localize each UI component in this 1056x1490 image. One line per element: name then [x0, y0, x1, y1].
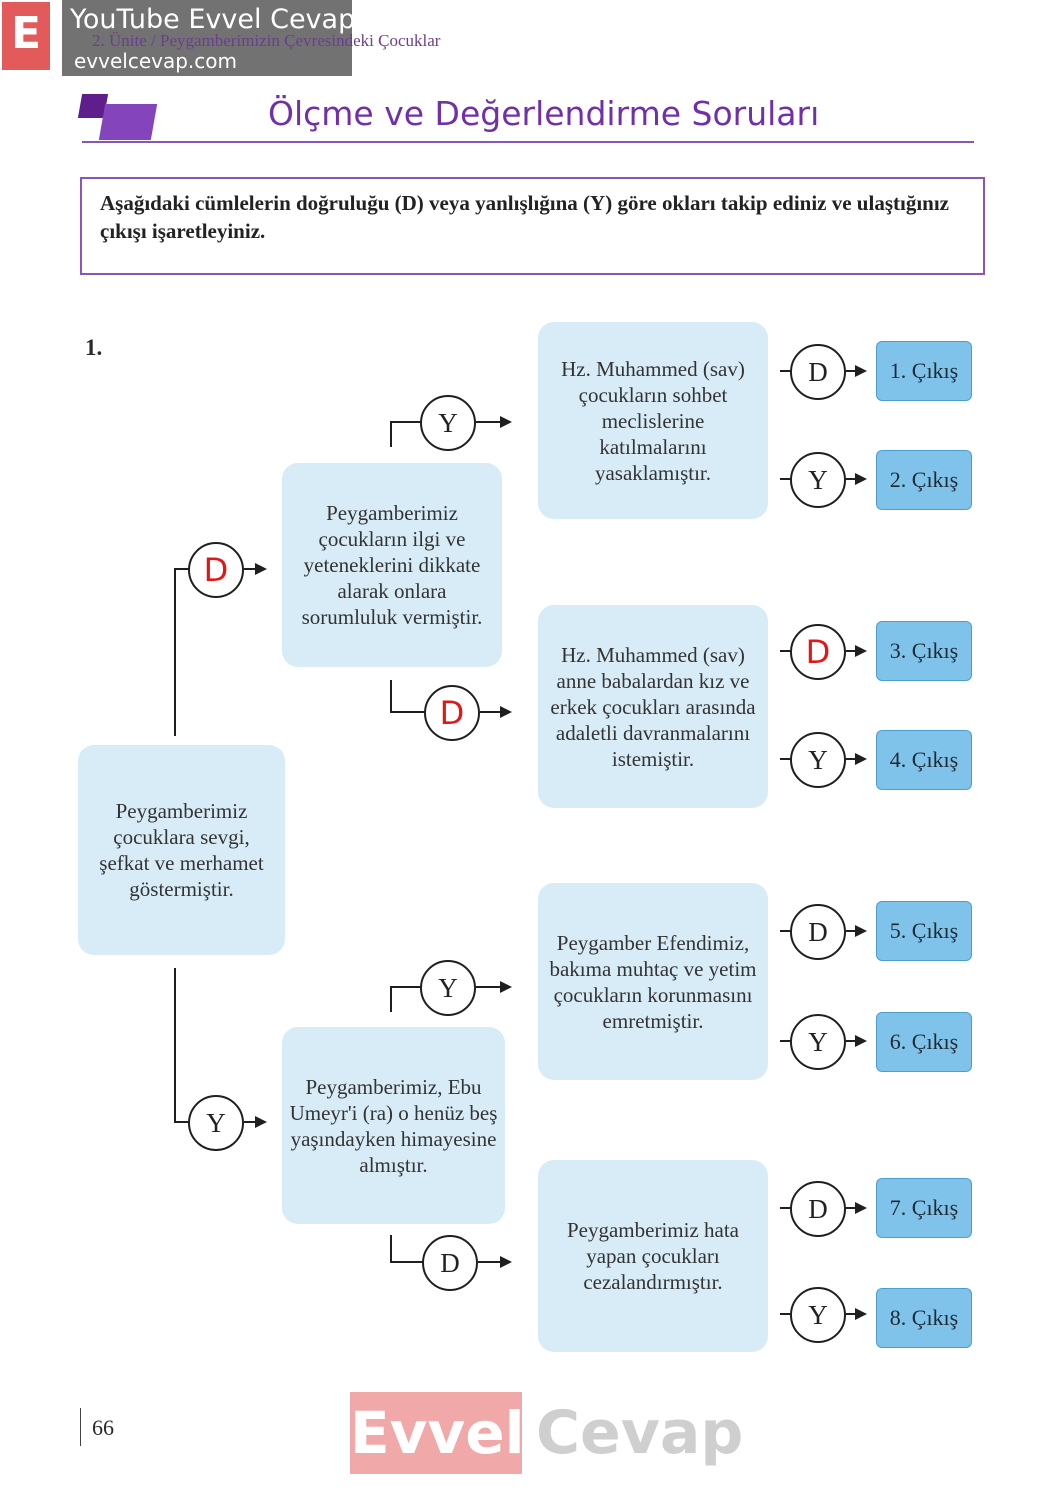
connector-line: [174, 968, 176, 1123]
arrow-icon: [255, 563, 267, 575]
arrow-icon: [500, 416, 512, 428]
answer-circle-true[interactable]: [422, 1235, 478, 1291]
flow-statement-3b: [538, 605, 768, 808]
arrow-icon: [255, 1116, 267, 1128]
exit-label: 8. Çıkış: [889, 1305, 959, 1330]
title-decoration: [99, 104, 157, 140]
connector-line: [476, 986, 502, 988]
answer-circle-false[interactable]: [790, 1287, 846, 1343]
answer-circle-false[interactable]: [790, 1014, 846, 1070]
connector-line: [390, 986, 392, 1012]
answer-circle-true[interactable]: [790, 1181, 846, 1237]
statement-text: Hz. Muhammed (sav) çocukların sohbet meclislerine katılmalarını yasaklamıştır.: [561, 356, 745, 485]
choice-label: D: [203, 551, 229, 589]
answer-circle-true[interactable]: [790, 904, 846, 960]
answer-circle-true[interactable]: [188, 542, 244, 598]
connector-line: [480, 711, 502, 713]
arrow-icon: [855, 365, 867, 377]
choice-label: Y: [808, 464, 828, 495]
exit-label: 4. Çıkış: [889, 747, 959, 772]
exit-label: 7. Çıkış: [889, 1195, 959, 1220]
exit-box-1[interactable]: [876, 341, 972, 401]
choice-label: Y: [808, 744, 828, 775]
exit-box-4[interactable]: [876, 730, 972, 790]
answer-circle-true[interactable]: [790, 624, 846, 680]
question-number: 1.: [85, 335, 103, 360]
answer-circle-false[interactable]: [790, 732, 846, 788]
connector-line: [390, 1261, 424, 1263]
arrow-icon: [855, 1035, 867, 1047]
flow-statement-3d: [538, 1160, 768, 1352]
exit-label: 5. Çıkış: [889, 918, 959, 943]
exit-label: 6. Çıkış: [889, 1029, 959, 1054]
statement-text: Peygamber Efendimiz, bakıma muhtaç ve yetim çocukların korunmasını emretmiştir.: [549, 930, 757, 1033]
choice-label: Y: [808, 1026, 828, 1057]
arrow-icon: [500, 706, 512, 718]
arrow-icon: [855, 1202, 867, 1214]
answer-circle-true[interactable]: [790, 344, 846, 400]
statement-text: Peygamberimiz çocukların ilgi ve yeteneklerini dikkate alarak onlara sorumluluk vermiştir.: [301, 501, 483, 629]
choice-label: D: [805, 633, 831, 671]
brand-logo-evvel: Evvel: [350, 1392, 522, 1474]
exit-label: 2. Çıkış: [889, 467, 959, 492]
connector-line: [174, 568, 176, 736]
statement-text: Hz. Muhammed (sav) anne babalardan kız ve erkek çocukları arasında adaletli davranmalarını istemiştir.: [550, 642, 756, 771]
instruction-text: Aşağıdaki cümlelerin doğruluğu (D) veya yanlışlığına (Y) göre okları takip ediniz ve ulaştığınız çıkışı işaretleyiniz.: [100, 191, 949, 243]
watermark-site: evvelcevap.com: [74, 49, 237, 73]
connector-line: [390, 711, 426, 713]
exit-label: 3. Çıkış: [889, 638, 959, 663]
connector-line: [390, 986, 422, 988]
statement-text: Peygamberimiz çocuklara sevgi, şefkat ve merhamet göstermiştir.: [99, 799, 264, 901]
choice-label: Y: [438, 972, 458, 1003]
statement-text: Peygamberimiz hata yapan çocukları cezalandırmıştır.: [566, 1218, 740, 1294]
flow-statement-2a: [282, 463, 502, 667]
answer-circle-false[interactable]: [420, 395, 476, 451]
arrow-icon: [855, 645, 867, 657]
exit-label: 1. Çıkış: [889, 358, 959, 383]
page-number: 66: [92, 1415, 114, 1440]
answer-circle-true[interactable]: [424, 685, 480, 741]
exit-box-5[interactable]: [876, 901, 972, 961]
watermark-badge: E: [2, 2, 50, 70]
choice-label: D: [808, 1193, 828, 1224]
answer-circle-false[interactable]: [790, 452, 846, 508]
arrow-icon: [855, 473, 867, 485]
flow-root-statement: [78, 745, 285, 955]
exit-box-8[interactable]: [876, 1288, 972, 1348]
flow-statement-2b: [282, 1027, 505, 1224]
flow-statement-3c: [538, 883, 768, 1080]
connector-line: [390, 421, 422, 423]
arrow-icon: [855, 753, 867, 765]
statement-text: Peygamberimiz, Ebu Umeyr'i (ra) o henüz beş yaşındayken himayesine almıştır.: [289, 1074, 498, 1177]
arrow-icon: [855, 925, 867, 937]
instruction-box: [80, 177, 985, 275]
connector-line: [476, 421, 502, 423]
exit-box-7[interactable]: [876, 1178, 972, 1238]
choice-label: D: [439, 694, 465, 732]
watermark-title: YouTube Evvel Cevap: [70, 4, 356, 35]
brand-logo-cevap: Cevap: [536, 1398, 744, 1468]
choice-label: Y: [438, 407, 458, 438]
choice-label: D: [440, 1247, 460, 1278]
unit-breadcrumb: 2. Ünite / Peygamberimizin Çevresindeki Çocuklar: [92, 31, 441, 50]
connector-line: [478, 1261, 502, 1263]
connector-line: [390, 1235, 392, 1263]
choice-label: Y: [808, 1299, 828, 1330]
answer-circle-false[interactable]: [420, 960, 476, 1016]
exit-box-2[interactable]: [876, 450, 972, 510]
page-number-divider: [80, 1408, 81, 1446]
exit-box-6[interactable]: [876, 1012, 972, 1072]
arrow-icon: [500, 1256, 512, 1268]
choice-label: D: [808, 916, 828, 947]
choice-label: Y: [206, 1107, 226, 1138]
connector-line: [390, 421, 392, 447]
page-title: Ölçme ve Değerlendirme Soruları: [268, 94, 820, 133]
arrow-icon: [500, 981, 512, 993]
exit-box-3[interactable]: [876, 621, 972, 681]
connector-line: [390, 680, 392, 712]
choice-label: D: [808, 356, 828, 387]
title-divider: [82, 141, 974, 143]
answer-circle-false[interactable]: [188, 1095, 244, 1151]
arrow-icon: [855, 1308, 867, 1320]
flow-statement-3a: [538, 322, 768, 519]
